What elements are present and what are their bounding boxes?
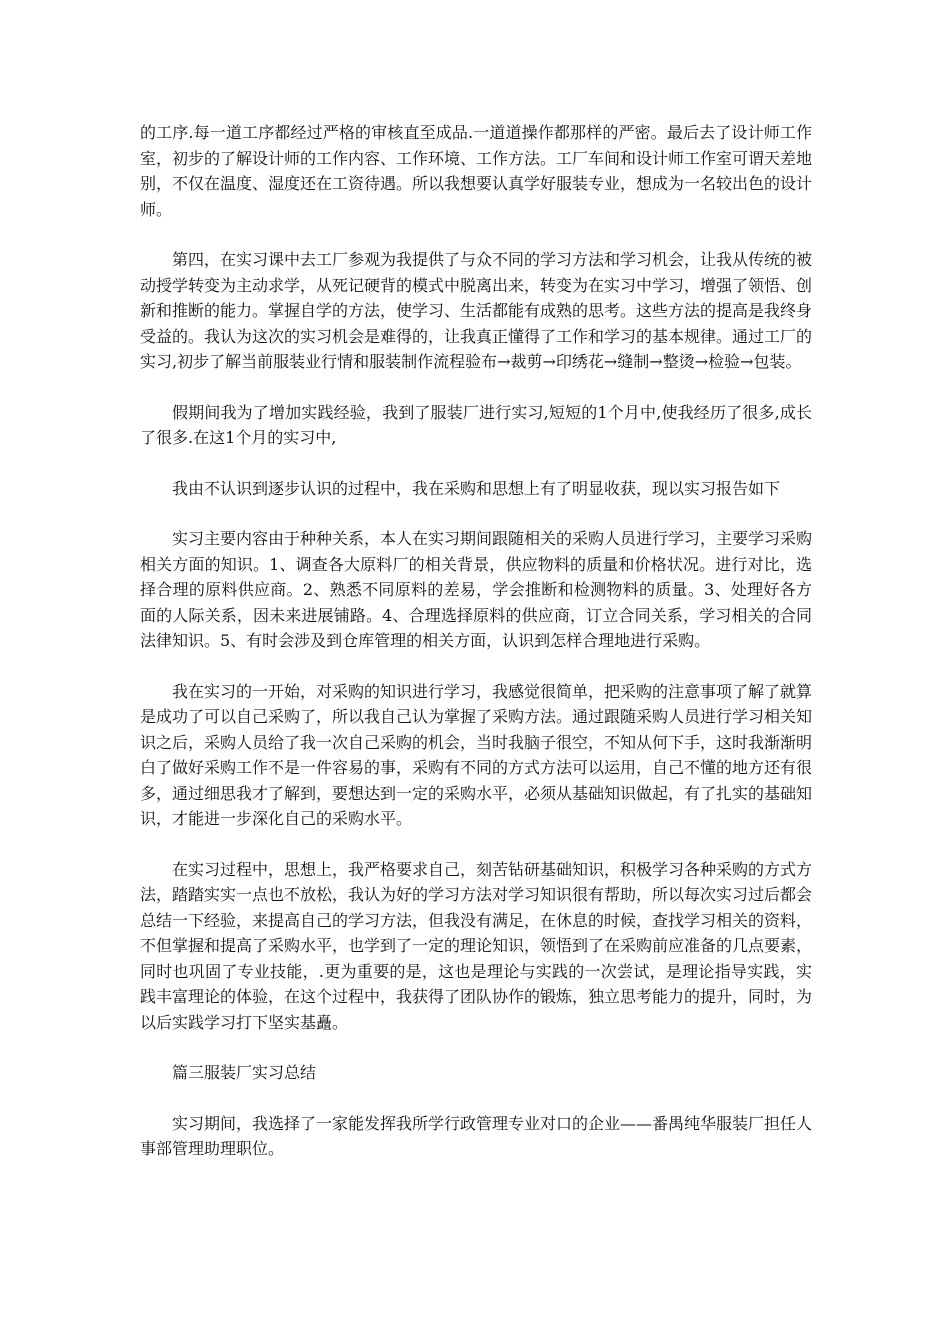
paragraph-main-content: 实习主要内容由于种种关系，本人在实习期间跟随相关的采购人员进行学习，主要学习采购相关方面的知识。1、调查各大原料厂的相关背景，供应物料的质量和价格状况。进行对比，选择合理的原料供应商。2、熟悉不同原料的差易，学会推断和检测物料的质量。3、处理好各方面的人际关系，因未来进展铺路。4、合理选择原料的供应商，订立合同关系，学习相关的合同法律知识。5、有时会涉及到仓库管理的相关方面，认识到怎样合理地进行采购。 xyxy=(140,529,813,650)
paragraph-fourth-point: 第四，在实习课中去工厂参观为我提供了与众不同的学习方法和学习机会，让我从传统的被动授学转变为主动求学，从死记硬背的模式中脱离出来，转变为在实习中学习，增强了领悟、创新和推断的能力。掌握自学的方法，使学习、生活都能有成熟的思考。这些方法的提高是我终身受益的。我认为这次的实习机会是难得的，让我真正懂得了工作和学习的基本规律。通过工厂的实习,初步了解当前服装业行情和服装制作流程验布→裁剪→印绣花→缝制→整烫→检验→包装。 xyxy=(140,250,813,371)
document-body xyxy=(140,120,812,1187)
paragraph-section-three: 实习期间，我选择了一家能发挥我所学行政管理专业对口的企业——番禺纯华服装厂担任人事部管理助理职位。 xyxy=(140,1113,813,1158)
paragraph-continuation: 的工序.每一道工序都经过严格的审核直至成品.一道道操作都那样的严密。最后去了设计师工作室，初步的了解设计师的工作内容、工作环境、工作方法。工厂车间和设计师工作室可谓天差地别，不仅在温度、湿度还在工资待遇。所以我想要认真学好服装专业，想成为一名较出色的设计师。 xyxy=(140,123,813,219)
paragraph-report-intro: 我由不认识到逐步认识的过程中，我在采购和思想上有了明显收获，现以实习报告如下 xyxy=(172,478,781,498)
paragraph-internship-intro: 假期间我为了增加实践经验，我到了服装厂进行实习,短短的1个月中,使我经历了很多,成长了很多.在这1个月的实习中, xyxy=(140,402,812,447)
paragraph-purchasing-start: 我在实习的一开始，对采购的知识进行学习，我感觉很简单，把采购的注意事项了解了就算是成功了可以自己采购了，所以我自己认为掌握了采购方法。通过跟随采购人员进行学习相关知识之后，采购人员给了我一次自己采购的机会，当时我脑子很空，不知从何下手，这时我渐渐明白了做好采购工作不是一件容易的事，采购有不同的方式方法可以运用，自己不懂的地方还有很多，通过细思我才了解到，要想达到一定的采购水平，必须从基础知识做起，有了扎实的基础知识，才能进一步深化自己的采购水平。 xyxy=(140,681,813,828)
section-heading: 篇三服装厂实习总结 xyxy=(172,1063,317,1082)
paragraph-process-reflection: 在实习过程中，思想上，我严格要求自己，刻苦钻研基础知识，积极学习各种采购的方式方法，踏踏实实一点也不放松，我认为好的学习方法对学习知识很有帮助，所以每次实习过后都会总结一下经验，来提高自己的学习方法，但我没有满足，在休息的时候，查找学习相关的资料，不但掌握和提高了采购水平，也学到了一定的理论知识，领悟到了在采购前应准备的几点要素，同时也巩固了专业技能，.更为重要的是，这也是理论与实践的一次尝试，是理论指导实践，实践丰富理论的体验，在这个过程中，我获得了团队协作的锻炼，独立思考能力的提升，同时，为以后实践学习打下坚实基矗。 xyxy=(140,859,813,1032)
